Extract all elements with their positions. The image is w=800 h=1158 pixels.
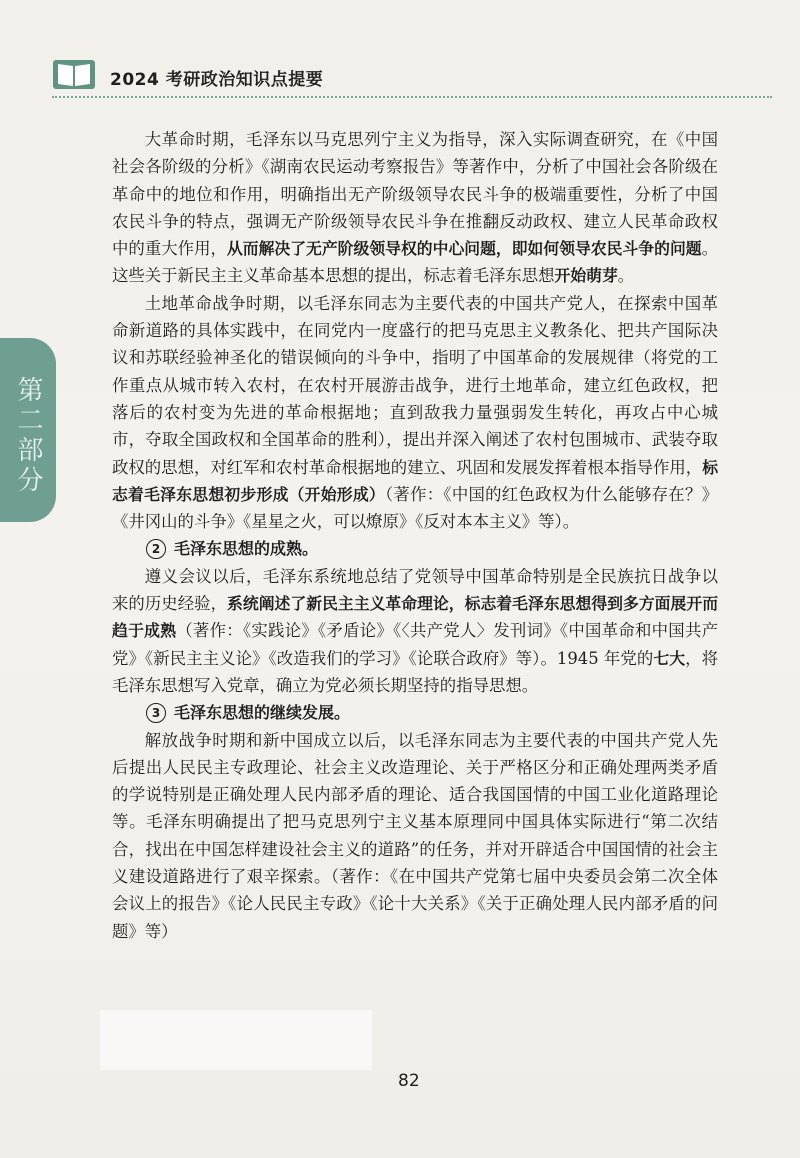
- emphasis-run: 七大: [653, 648, 686, 668]
- subheading-maturity: [112, 535, 718, 562]
- body-text: [112, 126, 718, 945]
- emphasis-run: 标志着毛泽东思想初步形成（开始形成）: [112, 457, 718, 504]
- text-run: 大革命时期，毛泽东以马克思列宁主义为指导，深入实际调查研究，在《中国社会各阶级的分析》《湖南农民运动考察报告》等著作中，分析了中国社会各阶级在革命中的地位和作用，明确指出无产阶级领导农民斗争的极端重要性，分析了中国农民斗争的特点，强调无产阶级领导农民斗争在推翻反动政权、建立人民革命政权中的重大作用，: [112, 130, 718, 259]
- paragraph-land-revolution: [112, 290, 718, 536]
- text-run: 。这些关于新民主主义革命基本思想的提出，标志着毛泽东思想: [112, 239, 718, 286]
- emphasis-run: 开始萌芽: [554, 266, 618, 286]
- circled-number: 3: [146, 703, 166, 723]
- circled-number: 2: [146, 539, 166, 559]
- text-run: 解放战争时期和新中国成立以后，以毛泽东同志为主要代表的中国共产党人先后提出人民民主专政理论、社会主义改造理论、关于严格区分和正确处理两类矛盾的学说特别是正确处理人民内部矛盾的理论、适合我国国情的中国工业化道路理论等。毛泽东明确提出了把马克思列宁主义基本原理同中国具体实际进行“第二次结合，找出在中国怎样建设社会主义的道路”的任务，并对开辟适合中国国情的社会主义建设道路进行了艰辛探索。（著作：《在中国共产党第七届中央委员会第二次全体会议上的报告》《论人民民主专政》《论十大关系》《关于正确处理人民内部矛盾的问题》等）: [112, 730, 718, 941]
- section-side-tab: [0, 338, 56, 522]
- text-run: 土地革命战争时期，以毛泽东同志为主要代表的中国共产党人，在探索中国革命新道路的具体实践中，在同党内一度盛行的把马克思主义教条化、把共产国际决议和苏联经验神圣化的错误倾向的斗争中，指明了中国革命的发展规律（将党的工作重点从城市转入农村，在农村开展游击战争，进行土地革命，建立红色政权，把落后的农村变为先进的革命根据地；直到敌我力量强弱发生转化，再攻占中心城市，夺取全国政权和全国革命的胜利），提出并深入阐述了农村包围城市、武装夺取政权的思想，对红军和农村革命根据地的建立、巩固和发展发挥着根本指导作用，: [112, 293, 718, 477]
- emphasis-run: 从而解决了无产阶级领导权的中心问题，即如何领导农民斗争的问题: [226, 239, 702, 259]
- subheading-text: 毛泽东思想的继续发展。: [174, 703, 351, 723]
- faded-overlay: [100, 1010, 372, 1070]
- page-number: 82: [398, 1071, 420, 1091]
- subheading-continued-development: [112, 699, 718, 726]
- side-tab-label: 第二部分: [13, 376, 43, 496]
- text-run: （著作：《中国的红色政权为什么能够存在？》《井冈山的斗争》《星星之火，可以燎原》《反对本本主义》等）。: [112, 484, 718, 532]
- header-title: 2024 考研政治知识点提要: [110, 70, 324, 90]
- header-dotted-rule: [52, 96, 772, 98]
- text-run: 。: [617, 266, 635, 286]
- text-run: （著作：《实践论》《矛盾论》《〈共产党人〉发刊词》《中国革命和中国共产党》《新民主主义论》《改造我们的学习》《论联合政府》等）。1945 年党的: [112, 621, 718, 668]
- text-run: ，将毛泽东思想写入党章，确立为党必须长期坚持的指导思想。: [112, 648, 718, 695]
- paragraph-great-revolution: [112, 126, 718, 290]
- paragraph-liberation-war: [112, 727, 718, 945]
- text-run: 遵义会议以后，毛泽东系统地总结了党领导中国革命特别是全民族抗日战争以来的历史经验，: [112, 566, 718, 614]
- paragraph-zunyi: [112, 563, 718, 699]
- page-header: [52, 57, 772, 97]
- open-book-icon: [52, 57, 96, 91]
- emphasis-run: 系统阐述了新民主主义革命理论，标志着毛泽东思想得到多方面展开而趋于成熟: [112, 594, 718, 641]
- subheading-text: 毛泽东思想的成熟。: [174, 539, 319, 559]
